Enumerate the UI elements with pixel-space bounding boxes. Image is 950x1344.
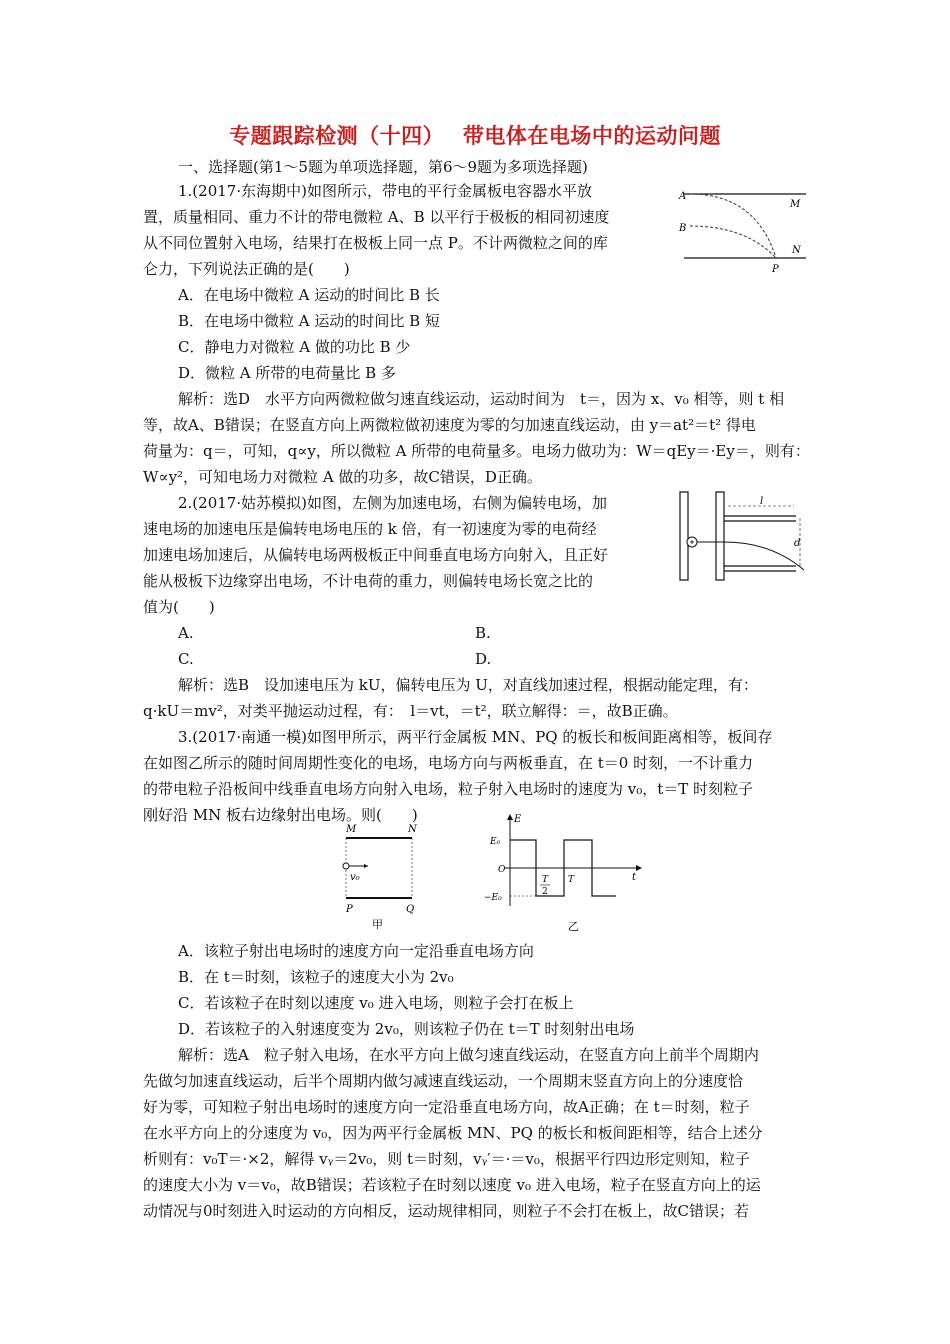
label-o: O bbox=[498, 865, 506, 875]
label-t-half-num: T bbox=[542, 875, 549, 885]
q2-analysis: q·kU＝mv²，对类平抛运动过程，有： l＝vt，＝t²，联立解得：＝，故B正确。 bbox=[143, 702, 678, 720]
q1-line: 置，质量相同、重力不计的带电微粒 A、B 以平行于极板的相同初速度 bbox=[143, 208, 610, 226]
q1-analysis: 解析：选D 水平方向两微粒做匀速直线运动，运动时间为 t＝，因为 x、v₀ 相等，则 t 相 bbox=[178, 390, 785, 408]
label-e: E bbox=[514, 814, 522, 825]
label-d: d bbox=[794, 538, 801, 549]
arrowhead-icon bbox=[364, 864, 368, 868]
q3-line: 在如图乙所示的随时间周期性变化的电场，电场方向与两板垂直，在 t＝0 时刻，一不计重力 bbox=[143, 754, 754, 772]
label-a: A bbox=[679, 191, 687, 202]
label-m: M bbox=[346, 824, 357, 835]
q3-option: A．该粒子射出电场时的速度方向一定沿垂直电场方向 bbox=[178, 942, 534, 960]
q1-capacitor-figure bbox=[676, 180, 816, 276]
label-p: P bbox=[772, 264, 779, 275]
q3-analysis: 解析：选A 粒子射入电场，在水平方向上做匀速直线运动，在竖直方向上前半个周期内 bbox=[178, 1046, 759, 1064]
q1-analysis: 荷量为：q＝，可知，q∝y，所以微粒 A 所带的电荷量多。电场力做功为：W＝qEy＝·Ey＝，则有： bbox=[143, 442, 810, 460]
q2-line: 速电场的加速电压是偏转电场电压的 k 倍，有一初速度为零的电荷经 bbox=[143, 520, 597, 538]
label-t: t bbox=[632, 872, 637, 883]
q3-analysis: 的速度大小为 v＝v₀，故B错误；若该粒子在时刻以速度 v₀ 进入电场，粒子在竖直方向上的运 bbox=[143, 1176, 761, 1194]
label-p: P bbox=[346, 904, 353, 915]
caption-jia: 甲 bbox=[372, 918, 383, 930]
q1-option: C．静电力对微粒 A 做的功比 B 少 bbox=[178, 338, 411, 356]
label-e0: E₀ bbox=[490, 837, 501, 847]
q3-analysis: 先做匀加速直线运动，后半个周期内做匀减速直线运动，一个周期末竖直方向上的分速度恰 bbox=[143, 1072, 744, 1090]
q2-option-c: C. bbox=[178, 650, 194, 668]
q2-line: 值为( ) bbox=[143, 598, 215, 616]
q3-analysis: 在水平方向上的分速度为 v₀，因为两平行金属板 MN、PQ 的板长和板间距相等，结合上述分 bbox=[143, 1124, 763, 1142]
q2-option-a: A. bbox=[178, 624, 194, 642]
label-t-half-den: 2 bbox=[542, 887, 548, 897]
q1-option: A．在电场中微粒 A 运动的时间比 B 长 bbox=[178, 286, 440, 304]
label-neg-e0: −E₀ bbox=[484, 893, 502, 903]
q2-line: 2.(2017·姑苏模拟)如图，左侧为加速电场，右侧为偏转电场，加 bbox=[178, 494, 607, 512]
q3-figure-yi bbox=[476, 810, 652, 934]
q1-analysis: 等，故A、B错误；在竖直方向上两微粒做初速度为零的匀加速直线运动，由 y＝at²＝t² 得电 bbox=[143, 416, 756, 434]
q3-line: 的带电粒子沿板间中线垂直电场方向射入电场，粒子射入电场时的速度为 v₀，t＝T 时刻粒子 bbox=[143, 780, 754, 798]
section-heading: 一、选择题(第1～5题为单项选择题，第6～9题为多项选择题) bbox=[178, 158, 588, 176]
q2-option-d: D. bbox=[475, 650, 492, 668]
q2-line: 加速电场加速后，从偏转电场两极板正中间垂直电场方向射入，且正好 bbox=[143, 546, 609, 564]
q3-option: B．在 t＝时刻，该粒子的速度大小为 2v₀ bbox=[178, 968, 454, 986]
e-axis-arrow-icon bbox=[507, 814, 513, 820]
label-v0: v₀ bbox=[350, 872, 360, 883]
label-t-period: T bbox=[568, 875, 575, 885]
q1-analysis: W∝y²，可知电场力对微粒 A 做的功多，故C错误，D正确。 bbox=[143, 468, 542, 486]
label-l: l bbox=[760, 496, 764, 507]
q3-analysis: 析则有：v₀T＝·×2，解得 vᵧ＝2v₀，则 t＝时刻，vᵧ′＝·＝v₀，根据平行四边形定则知，粒子 bbox=[143, 1150, 750, 1168]
caption-yi: 乙 bbox=[568, 920, 579, 933]
q1-line: 1.(2017·东海期中)如图所示，带电的平行金属板电容器水平放 bbox=[178, 182, 592, 200]
particle-icon bbox=[343, 863, 349, 869]
t-axis-arrow-icon bbox=[636, 865, 642, 871]
label-m: M bbox=[790, 199, 801, 210]
accelerating-plate-left bbox=[680, 492, 688, 580]
label-b: B bbox=[679, 223, 687, 234]
q1-option: B．在电场中微粒 A 运动的时间比 B 短 bbox=[178, 312, 440, 330]
q1-line: 仑力，下列说法正确的是( ) bbox=[143, 260, 350, 278]
q1-line: 从不同位置射入电场，结果打在极板上同一点 P。不计两微粒之间的库 bbox=[143, 234, 608, 252]
label-n: N bbox=[408, 824, 417, 835]
accelerating-plate-right bbox=[716, 492, 724, 580]
q2-option-b: B. bbox=[475, 624, 491, 642]
q2-analysis: 解析：选B 设加速电压为 kU，偏转电压为 U，对直线加速过程，根据动能定理，有： bbox=[178, 676, 758, 694]
q3-option: D．若该粒子的入射速度变为 2v₀，则该粒子仍在 t＝T 时刻射出电场 bbox=[178, 1020, 635, 1038]
q1-option: D．微粒 A 所带的电荷量比 B 多 bbox=[178, 364, 396, 382]
q3-analysis: 动情况与0时刻进入时运动的方向相反，运动规律相同，则粒子不会打在板上，故C错误；若 bbox=[143, 1202, 750, 1220]
q3-analysis: 好为零，可知粒子射出电场时的速度方向一定沿垂直电场方向，故A正确；在 t＝时刻，粒子 bbox=[143, 1098, 750, 1116]
label-n: N bbox=[792, 245, 801, 256]
q2-field-figure bbox=[676, 488, 816, 584]
q3-line: 3.(2017·南通一模)如图甲所示，两平行金属板 MN、PQ 的板长和板间距离相等，板间存 bbox=[178, 728, 773, 746]
q3-option: C．若该粒子在时刻以速度 v₀ 进入电场，则粒子会打在板上 bbox=[178, 994, 574, 1012]
label-q: Q bbox=[406, 904, 415, 915]
q3-line: 刚好沿 MN 板右边缘射出电场。则( ) bbox=[143, 806, 418, 824]
page-title: 专题跟踪检测（十四） 带电体在电场中的运动问题 bbox=[229, 124, 721, 148]
q2-line: 能从极板下边缘穿出电场，不计电荷的重力，则偏转电场长宽之比的 bbox=[143, 572, 594, 590]
q3-figure-jia bbox=[336, 818, 436, 930]
